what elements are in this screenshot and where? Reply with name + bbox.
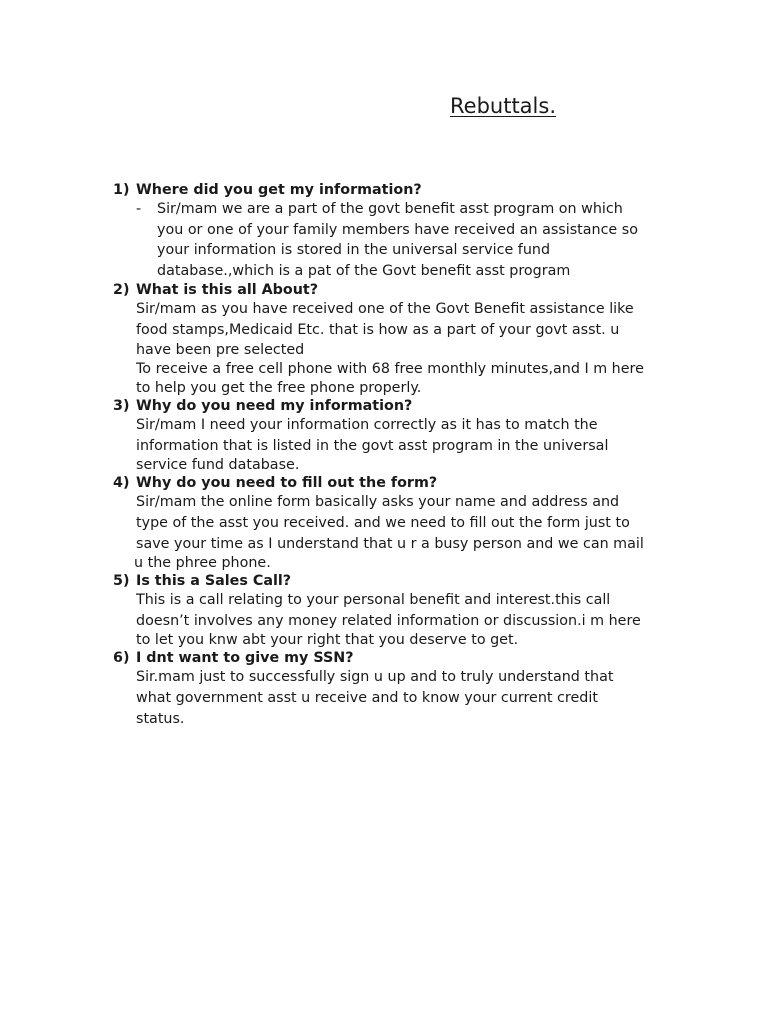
answer — [136, 492, 713, 572]
answer-line: To receive a free cell phone with 68 free monthly minutes,and I m here — [136, 360, 644, 377]
answer-line: what government asst u receive and to know your current credit — [136, 689, 598, 706]
answer-line: Sir/mam I need your information correctly as it has to match the — [136, 417, 598, 434]
question — [113, 649, 713, 667]
question — [113, 572, 713, 590]
question-number: 2) — [113, 282, 130, 299]
question-text: What is this all About? — [136, 282, 319, 299]
question-number: 6) — [113, 650, 130, 667]
answer-line: doesn’t involves any money related information or discussion.i m here — [136, 612, 641, 629]
answer-line: food stamps,Medicaid Etc. that is how as a part of your govt asst. u — [136, 321, 620, 338]
answer — [136, 299, 713, 397]
question-text: Is this a Sales Call? — [136, 573, 292, 590]
bullet-dash: - — [136, 201, 142, 217]
rebuttal-item — [113, 397, 713, 474]
rebuttal-item — [113, 649, 713, 729]
rebuttal-item — [113, 281, 713, 397]
answer — [136, 415, 713, 474]
answer-line: have been pre selected — [136, 341, 305, 358]
rebuttal-item — [113, 572, 713, 649]
answer-line: to help you get the free phone properly. — [136, 380, 422, 397]
answer — [136, 199, 713, 281]
answer-line: status. — [136, 710, 185, 727]
page-title: Rebuttals. — [450, 94, 556, 118]
answer — [136, 590, 713, 649]
answer-line: This is a call relating to your personal benefit and interest.this call — [136, 592, 611, 609]
question-text: Why do you need to fill out the form? — [136, 475, 438, 492]
question-text: I dnt want to give my SSN? — [136, 650, 354, 667]
answer-line: database.,which is a pat of the Govt benefit asst program — [157, 262, 571, 279]
answer-line: service fund database. — [136, 457, 300, 474]
answer-line: Sir.mam just to successfully sign u up and to truly understand that — [136, 669, 614, 686]
question-number: 3) — [113, 398, 130, 415]
question — [113, 474, 713, 492]
question-text: Where did you get my information? — [136, 182, 422, 198]
answer-line: Sir/mam we are a part of the govt benefit asst program on which — [157, 201, 623, 217]
question-text: Why do you need my information? — [136, 398, 413, 415]
answer-line: to let you knw abt your right that you deserve to get. — [136, 632, 519, 649]
answer-line: information that is listed in the govt asst program in the universal — [136, 437, 609, 454]
answer-line: save your time as I understand that u r a busy person and we can mail — [136, 535, 644, 552]
question — [113, 281, 713, 299]
rebuttal-item — [113, 181, 713, 281]
answer-line: Sir/mam the online form basically asks your name and address and — [136, 494, 620, 511]
rebuttal-item — [113, 474, 713, 572]
answer — [136, 667, 713, 729]
rebuttal-list — [113, 181, 713, 729]
question — [113, 397, 713, 415]
answer-line: u the phree phone. — [134, 555, 271, 572]
answer-line: your information is stored in the universal service fund — [157, 242, 551, 259]
answer-line: you or one of your family members have received an assistance so — [157, 221, 638, 238]
question-number: 1) — [113, 182, 130, 198]
question-number: 4) — [113, 475, 130, 492]
question-number: 5) — [113, 573, 130, 590]
answer-line: Sir/mam as you have received one of the Govt Benefit assistance like — [136, 301, 634, 318]
answer-line: type of the asst you received. and we need to fill out the form just to — [136, 514, 630, 531]
question — [113, 181, 713, 199]
